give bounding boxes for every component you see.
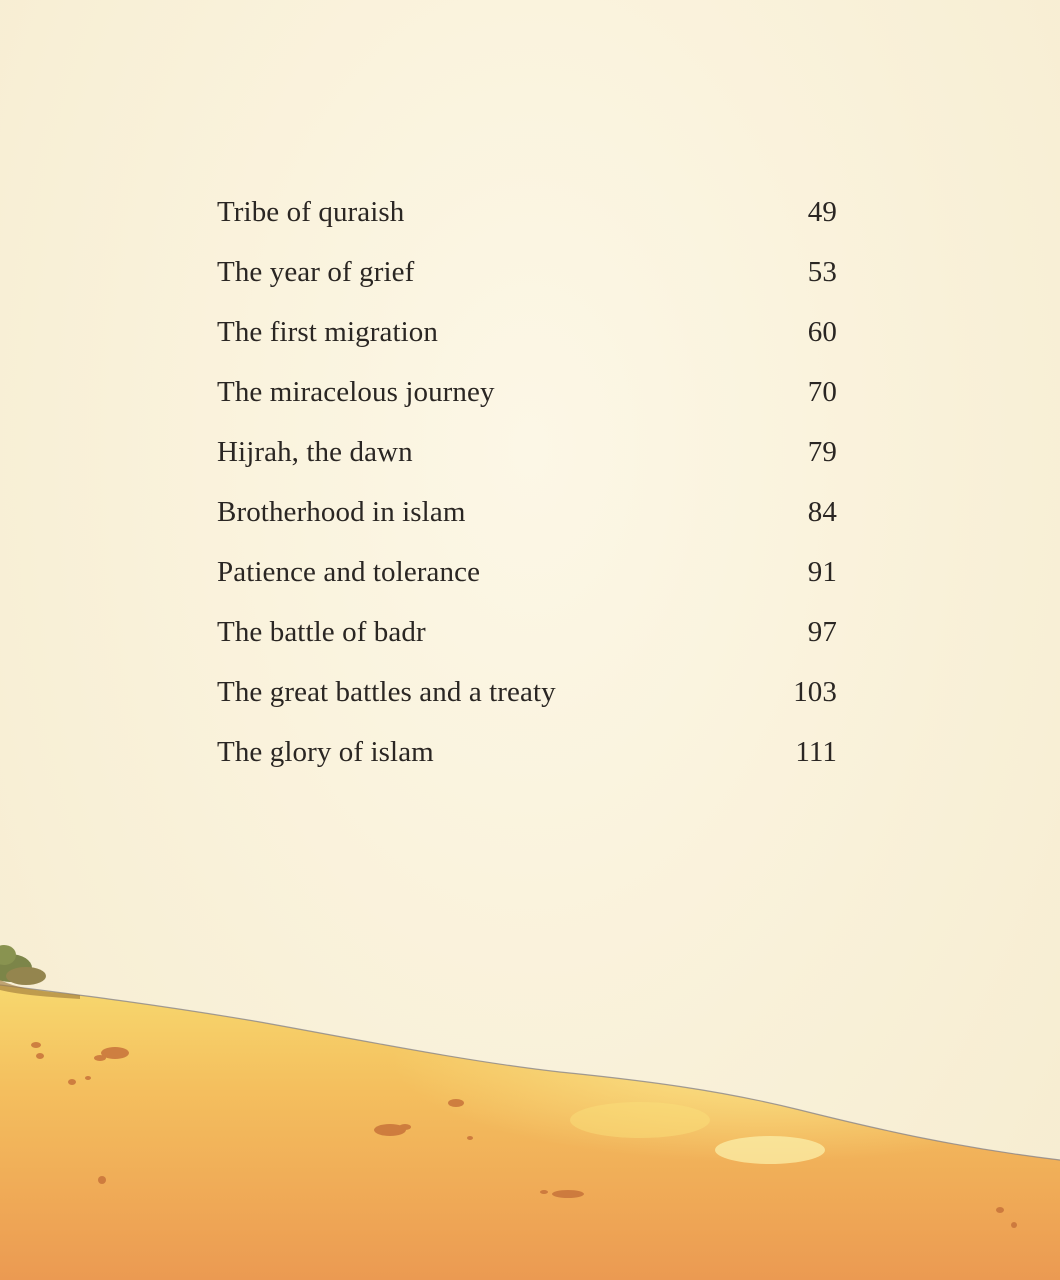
- toc-entry[interactable]: [217, 550, 837, 610]
- toc-entry-page-number: 111: [795, 736, 837, 768]
- toc-entry[interactable]: [217, 670, 837, 730]
- toc-entry-title: The battle of badr: [217, 616, 426, 648]
- toc-entry[interactable]: [217, 250, 837, 310]
- toc-entry-page-number: 103: [793, 676, 837, 708]
- toc-entry[interactable]: [217, 310, 837, 370]
- toc-entry-title: Tribe of quraish: [217, 196, 405, 228]
- toc-entry[interactable]: [217, 490, 837, 550]
- toc-entry[interactable]: [217, 430, 837, 490]
- table-of-contents: [217, 190, 837, 790]
- toc-entry-page-number: 49: [807, 196, 837, 228]
- toc-entry-title: The year of grief: [217, 256, 415, 288]
- toc-entry-page-number: 97: [807, 616, 837, 648]
- toc-entry-title: The miracelous journey: [217, 376, 495, 408]
- toc-entry-title: The great battles and a treaty: [217, 676, 556, 708]
- shrub: [0, 945, 80, 999]
- toc-entry-page-number: 53: [807, 256, 837, 288]
- toc-entry-page-number: 79: [807, 436, 837, 468]
- toc-entry-page-number: 70: [807, 376, 837, 408]
- toc-entry-page-number: 84: [807, 496, 837, 528]
- toc-entry-page-number: 91: [807, 556, 837, 588]
- toc-entry[interactable]: [217, 610, 837, 670]
- toc-entry-title: The first migration: [217, 316, 438, 348]
- toc-entry-title: Hijrah, the dawn: [217, 436, 413, 468]
- toc-entry-title: The glory of islam: [217, 736, 434, 768]
- toc-entry[interactable]: [217, 370, 837, 430]
- toc-entry-title: Brotherhood in islam: [217, 496, 466, 528]
- toc-entry[interactable]: [217, 730, 837, 790]
- toc-entry[interactable]: [217, 190, 837, 250]
- toc-entry-page-number: 60: [807, 316, 837, 348]
- toc-entry-title: Patience and tolerance: [217, 556, 481, 588]
